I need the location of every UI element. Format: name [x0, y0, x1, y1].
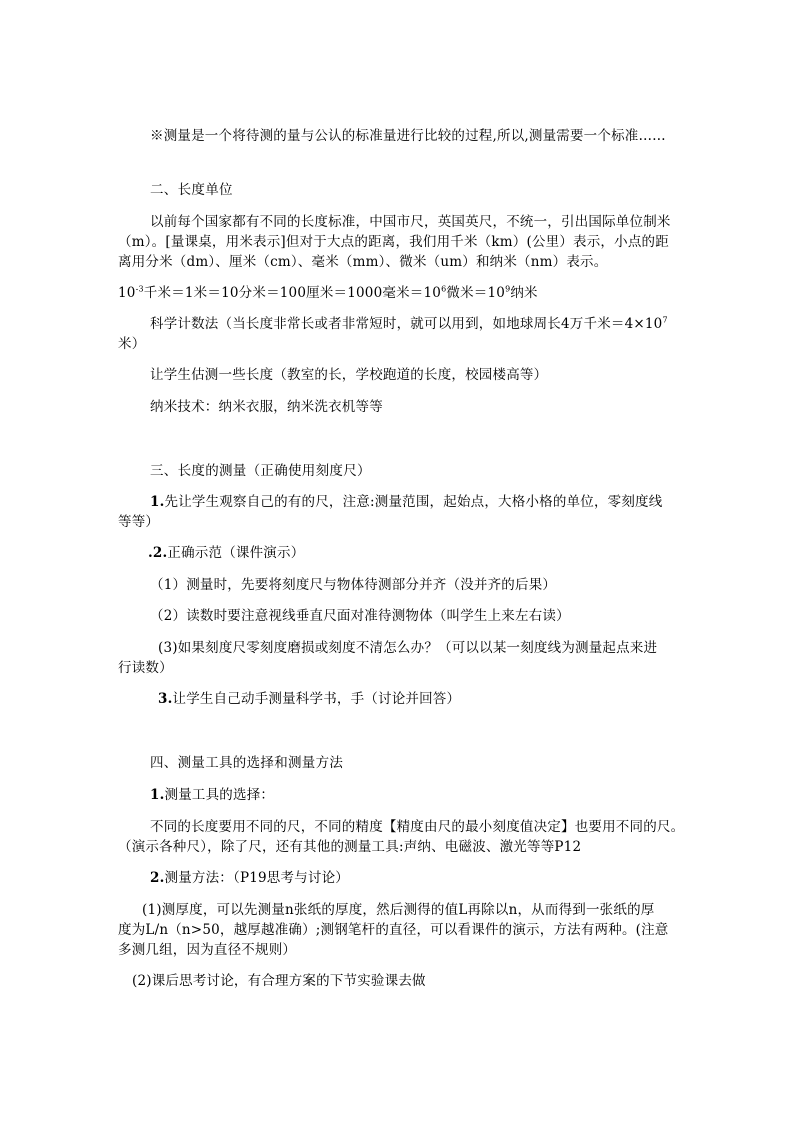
section3-item2-number: .2.: [148, 545, 168, 561]
conversion-exponent-1: -3: [135, 284, 144, 294]
conversion-part-2: 微米＝10: [446, 285, 506, 301]
method1-line3: 多测几组，因为直径不规则）: [118, 942, 297, 958]
section4-item2-text: 测量方法：（P19思考与讨论）: [164, 870, 350, 886]
section4-para-line2: （演示各种尺），除了尺，还有其他的测量工具:声纳、电磁波、激光等等P12: [118, 839, 582, 855]
section3-sub3-line1: (3)如果刻度尺零刻度磨损或刻度不清怎么办？（可以以某一刻度线为测量起点来进: [158, 640, 658, 656]
section4-item1-number: 1.: [150, 787, 165, 803]
section3-heading: 三、长度的测量（正确使用刻度尺）: [150, 463, 371, 479]
section4-item2: [150, 868, 349, 888]
estimate-activity: 让学生估测一些长度（教室的长，学校跑道的长度，校园楼高等）: [150, 367, 548, 383]
section3-sub1: （1）测量时，先要将刻度尺与物体待测部分并齐（没并齐的后果）: [150, 577, 557, 593]
sci-notation-line1: [150, 314, 668, 334]
sci-notation-line2: 米）: [118, 336, 146, 352]
section4-heading: 四、测量工具的选择和测量方法: [150, 755, 344, 771]
conversion-exponent-3: 9: [505, 284, 511, 294]
method1-line1: (1)测厚度，可以先测量n张纸的厚度，然后测得的值L再除以n，从而得到一张纸的厚: [142, 902, 655, 918]
section3-item1-line2: 等等）: [118, 514, 160, 530]
section3-item1-line1: [150, 492, 662, 512]
section2-heading: 二、长度单位: [150, 182, 233, 198]
section3-item3-number: 3.: [158, 691, 173, 707]
section3-item2: [148, 543, 304, 563]
method1-line2: 度为L/n（n>50，越厚越准确）;测钢笔杆的直径，可以看课件的演示，方法有两种。(注意: [118, 922, 669, 938]
method2: (2)课后思考讨论，有合理方案的下节实验课去做: [132, 973, 426, 989]
section3-item2-text: 正确示范（课件演示）: [167, 545, 305, 561]
sci-notation-text: 科学计数法（当长度非常长或者非常短时，就可以用到，如地球周长4万千米＝4×10: [150, 316, 663, 332]
section4-para-line1: 不同的长度要用不同的尺，不同的精度【精度由尺的最小刻度值决定】也要用不同的尺。: [150, 819, 685, 835]
conversion-part-3: 纳米: [510, 285, 538, 301]
section2-para1-line2: （m）。[量课桌，用米表示]但对于大点的距离，我们用千米（km）(公里）表示，小点的距: [118, 234, 669, 250]
unit-conversion-line: [118, 283, 538, 303]
intro-note: ※测量是一个将待测的量与公认的标准量进行比较的过程,所以,测量需要一个标准……: [150, 128, 666, 144]
conversion-part-1: 千米＝1米＝10分米＝100厘米＝1000毫米＝10: [143, 285, 442, 301]
section3-item1-number: 1.: [150, 494, 165, 510]
section2-para1-line1: 以前每个国家都有不同的长度标准，中国市尺，英国英尺，不统一，引出国际单位制米: [150, 214, 671, 230]
sci-notation-exponent: 7: [662, 315, 668, 325]
section3-sub2: （2）读数时要注意视线垂直尺面对准待测物体（叫学生上来左右读）: [150, 608, 570, 624]
section3-item1-text: 先让学生观察自己的有的尺，注意:测量范围，起始点，大格小格的单位，零刻度线: [164, 494, 663, 510]
conversion-base: 10: [118, 285, 136, 301]
section4-item1: [150, 785, 274, 805]
section4-item2-number: 2.: [150, 870, 165, 886]
section4-item1-text: 测量工具的选择：: [164, 787, 275, 803]
nano-technology: 纳米技术：纳米衣服，纳米洗衣机等等: [150, 399, 383, 415]
section2-para1-line3: 离用分米（dm）、厘米（cm）、毫米（mm）、微米（um）和纳米（nm）表示。: [118, 254, 608, 270]
conversion-exponent-2: 6: [441, 284, 447, 294]
section3-sub3-line2: 行读数）: [118, 660, 173, 676]
section3-item3-text: 让学生自己动手测量科学书，手（讨论并回答）: [172, 691, 461, 707]
section3-item3: [158, 689, 460, 709]
